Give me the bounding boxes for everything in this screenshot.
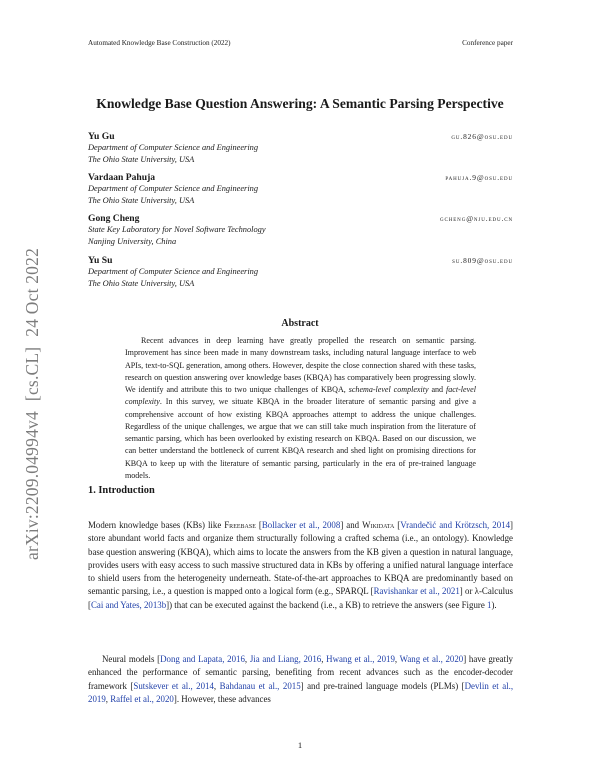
author-affiliation: The Ohio State University, USA — [88, 196, 195, 205]
abstract-heading: Abstract — [281, 318, 319, 329]
author-block — [88, 255, 513, 290]
author-name: Yu Su — [88, 255, 113, 266]
author-name: Vardaan Pahuja — [88, 172, 156, 183]
citation-link[interactable]: Hwang et al., 2019 — [326, 654, 395, 664]
page-number: 1 — [297, 740, 303, 750]
arxiv-category: [cs.CL] — [22, 346, 42, 402]
citation-link[interactable]: Ravishankar et al., 2021 — [373, 586, 460, 597]
citation-link[interactable]: Wang et al., 2020 — [399, 654, 464, 664]
author-affiliation: Department of Computer Science and Engineering — [88, 143, 259, 152]
section-heading: 1. Introduction — [88, 485, 155, 496]
running-header — [88, 39, 513, 51]
citation-link[interactable]: Bahdanau et al., 2015 — [219, 680, 301, 691]
arxiv-id: arXiv:2209.04994v4 — [22, 411, 42, 560]
author-affiliation: Nanjing University, China — [88, 237, 177, 246]
figure-reference-link[interactable]: 1 — [487, 599, 492, 610]
citation-link[interactable]: Jia and Liang, 2016 — [249, 654, 322, 664]
citation-link[interactable]: Bollacker et al., 2008 — [261, 520, 341, 530]
arxiv-date: 24 Oct 2022 — [22, 247, 42, 337]
intro-paragraph-1: Modern knowledge bases (KBs) like Freebase [Bollacker et al., 2008] and Wikidata [Vrandečić and Krötzsch, 2014] store abundant world facts and organize them structurally following a crafted schema (i.e., an ontology). Knowledge base question answering (KBQA), which aims to locate the answers from the KB given a question in natural language, provides users with easy access to such massive structured data in KBs by offering a unified natural language interface to shield users from the heterogeneity underneath. State-of-the-art approaches to KBQA are predominantly based on semantic parsing, i.e., a question is mapped onto a logical form (e.g., SPARQL [Ravishankar et al., 2021] or λ-Calculus [Cai and Yates, 2013b]) that can be executed against the backend (i.e., a KB) to retrieve the answers (see Figure 1). — [88, 520, 513, 610]
kb-name: Freebase — [224, 520, 256, 530]
author-block — [88, 213, 513, 248]
author-email: gcheng@nju.edu.cn — [439, 214, 513, 223]
author-affiliation: State Key Laboratory for Novel Software Technology — [88, 225, 266, 234]
kb-name: Wikidata — [362, 520, 395, 530]
emphasis: fact-level complexity — [125, 385, 476, 407]
author-name: Gong Cheng — [88, 213, 140, 224]
citation-link[interactable]: Sutskever et al., 2014 — [133, 680, 214, 691]
author-email: pahuja.9@osu.edu — [445, 173, 513, 182]
author-affiliation: Department of Computer Science and Engineering — [88, 184, 259, 193]
citation-link[interactable]: Dong and Lapata, 2016 — [160, 654, 245, 664]
arxiv-identifier-stamp — [22, 140, 44, 560]
citation-link[interactable]: Cai and Yates, 2013b — [90, 599, 167, 610]
emphasis: schema-level complexity — [348, 385, 429, 394]
author-name: Yu Gu — [88, 131, 115, 142]
citation-link[interactable]: Raffel et al., 2020 — [110, 693, 174, 704]
intro-paragraph-2: Neural models [Dong and Lapata, 2016, Jia and Liang, 2016, Hwang et al., 2019, Wang et al., 2020] have greatly enhanced the performance of semantic parsing, benefiting from recent advances such as the encoder-decoder framework [Sutskever et al., 2014, Bahdanau et al., 2015] and pre-trained language models (PLMs) [Devlin et al., 2019, Raffel et al., 2020]. However, these advances — [88, 654, 514, 704]
author-affiliation: Department of Computer Science and Engineering — [88, 267, 259, 276]
venue-label: Automated Knowledge Base Construction (2022) — [88, 39, 231, 47]
author-affiliation: The Ohio State University, USA — [88, 155, 195, 164]
author-block — [88, 172, 513, 207]
author-block — [88, 131, 513, 166]
paper-type-label: Conference paper — [462, 39, 513, 47]
author-email: su.809@osu.edu — [452, 256, 513, 265]
abstract-body: Recent advances in deep learning have greatly propelled the research on semantic parsing. Improvement has since been made in many downstream tasks, including natural language interface to web APIs, text-to-SQL generation, among others. However, despite the close connection shared with these tasks, research on question answering over knowledge bases (KBQA) has comparatively been progressing slowly. We identify and attribute this to two unique challenges of KBQA, schema-level complexity and fact-level complexity. In this survey, we situate KBQA in the broader literature of semantic parsing and give a comprehensive account of how existing KBQA approaches attempt to address the unique challenges. Regardless of the unique challenges, we argue that we can still take much inspiration from the literature of semantic parsing, which has been overlooked by existing research on KBQA. Based on our discussion, we can better understand the bottleneck of current KBQA research and shed light on promising directions for KBQA to keep up with the literature of semantic parsing, particularly in the era of pre-trained language models. — [125, 336, 476, 480]
citation-link[interactable]: Devlin et al., 2019 — [88, 680, 514, 704]
citation-link[interactable]: Vrandečić and Krötzsch, 2014 — [400, 520, 511, 530]
paper-title: Knowledge Base Question Answering: A Semantic Parsing Perspective — [96, 96, 504, 111]
author-affiliation: The Ohio State University, USA — [88, 279, 195, 288]
author-email: gu.826@osu.edu — [451, 132, 513, 141]
